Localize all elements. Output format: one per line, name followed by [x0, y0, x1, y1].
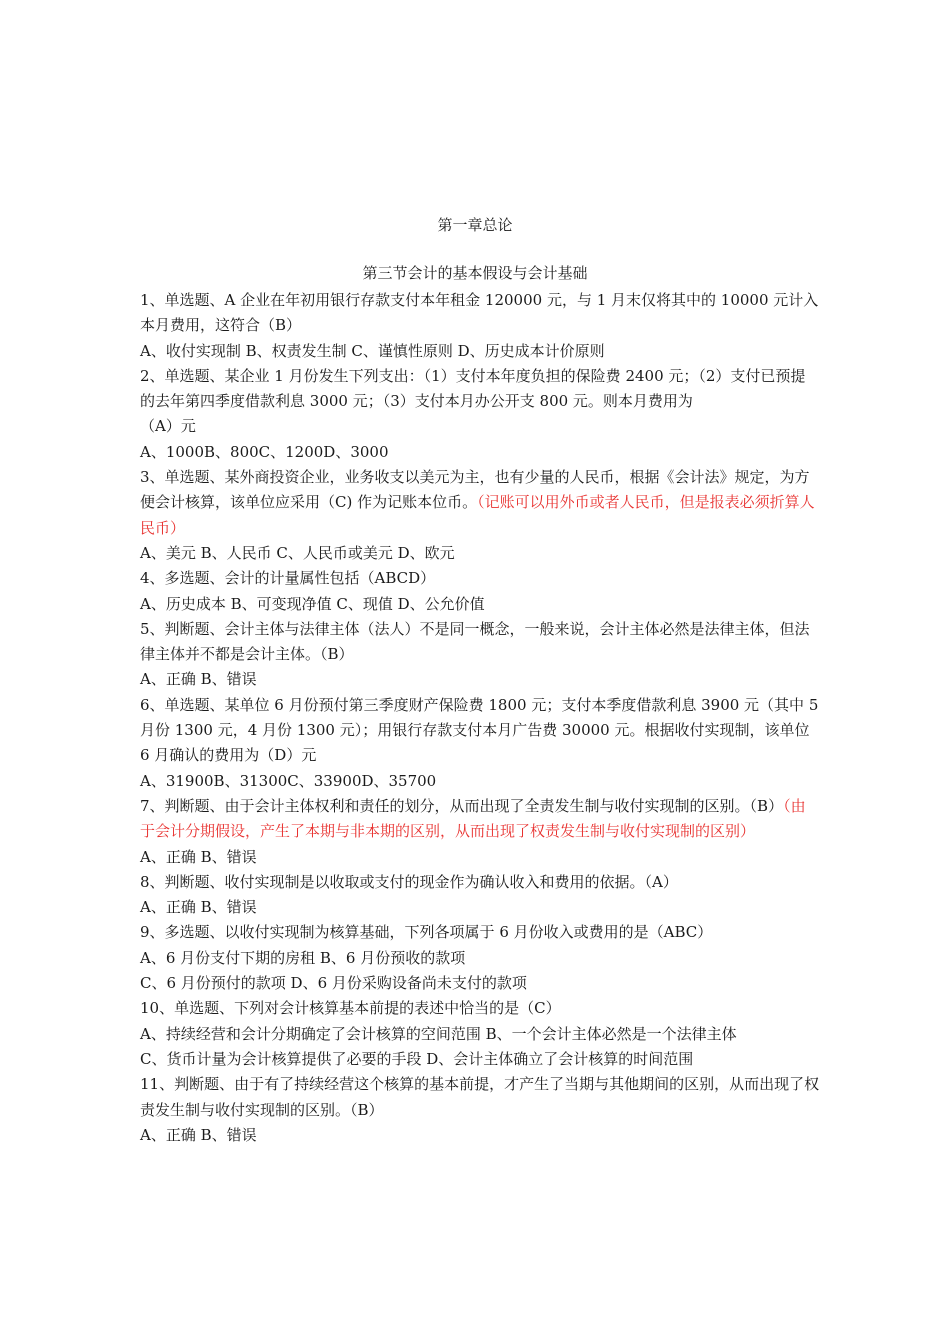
- question-1-options: A、收付实现制 B、权责发生制 C、谨慎性原则 D、历史成本计价原则: [140, 341, 605, 360]
- question-8-options: A、正确 B、错误: [140, 898, 257, 917]
- question-8: 8、判断题、收付实现制是以收取或支付的现金作为确认收入和费用的依据。（A）: [140, 872, 678, 891]
- question-7-note: （由于会计分期假设，产生了本期与非本期的区别，从而出现了权责发生制与收付实现制的区别）: [140, 796, 806, 841]
- question-5: 5、判断题、会计主体与法律主体（法人）不是同一概念，一般来说，会计主体必然是法律主体，但法律主体并不都是会计主体。（B）: [140, 619, 810, 664]
- section-title: 第三节会计的基本假设与会计基础: [362, 264, 588, 282]
- question-3-note: （记账可以用外币或者人民币，但是报表必须折算人民币）: [140, 493, 815, 537]
- question-9-options-ab: A、6 月份支付下期的房租 B、6 月份预收的款项: [140, 948, 466, 967]
- question-6: 6、单选题、某单位 6 月份预付第三季度财产保险费 1800 元；支付本季度借款利息 3900 元（其中 5 月份 1300 元，4 月份 1300 元）；用银行存款支付本月广告费 30000 元。根据收付实现制，该单位 6 月确认的费用为（D）元: [140, 695, 819, 765]
- question-2-answer: （A）元: [140, 417, 196, 436]
- question-9-options-cd: C、6 月份预付的款项 D、6 月份采购设备尚未支付的款项: [140, 974, 527, 993]
- question-9: 9、多选题、以收付实现制为核算基础，下列各项属于 6 月份收入或费用的是（ABC）: [140, 923, 713, 942]
- question-5-options: A、正确 B、错误: [140, 670, 257, 689]
- question-4: 4、多选题、会计的计量属性包括（ABCD）: [140, 569, 436, 588]
- question-2-options: A、1000B、800C、1200D、3000: [140, 442, 389, 461]
- question-list: [140, 288, 820, 1148]
- question-11-options: A、正确 B、错误: [140, 1125, 257, 1144]
- question-3-options: A、美元 B、人民币 C、人民币或美元 D、欧元: [140, 543, 455, 562]
- question-11: 11、判断题、由于有了持续经营这个核算的基本前提，才产生了当期与其他期间的区别，从而出现了权责发生制与收付实现制的区别。（B）: [140, 1075, 820, 1119]
- question-10: 10、单选题、下列对会计核算基本前提的表述中恰当的是（C）: [140, 999, 561, 1018]
- question-2: 2、单选题、某企业 1 月份发生下列支出：（1）支付本年度负担的保险费 2400 元；（2）支付已预提的去年第四季度借款利息 3000 元；（3）支付本月办公开支 800 元。则本月费用为: [140, 366, 806, 411]
- question-7: 7、判断题、由于会计主体权利和责任的划分，从而出现了全责发生制与收付实现制的区别。（B）（由于会计分期假设，产生了本期与非本期的区别，从而出现了权责发生制与收付实现制的区别）: [140, 796, 806, 841]
- question-4-options: A、历史成本 B、可变现净值 C、现值 D、公允价值: [140, 594, 485, 613]
- question-3: 3、单选题、某外商投资企业，业务收支以美元为主，也有少量的人民币，根据《会计法》规定，为方便会计核算，该单位应采用（C) 作为记账本位币。（记账可以用外币或者人民币，但是报表必须折算人民币）: [140, 468, 815, 537]
- question-10-options-cd: C、货币计量为会计核算提供了必要的手段 D、会计主体确立了会计核算的时间范围: [140, 1049, 694, 1068]
- question-7-options: A、正确 B、错误: [140, 847, 257, 866]
- chapter-title: 第一章总论: [437, 216, 513, 234]
- question-1: 1、单选题、A 企业在年初用银行存款支付本年租金 120000 元，与 1 月末仅将其中的 10000 元计入本月费用，这符合（B）: [140, 291, 819, 335]
- question-6-options: A、31900B、31300C、33900D、35700: [140, 771, 437, 790]
- question-10-options-ab: A、持续经营和会计分期确定了会计核算的空间范围 B、一个会计主体必然是一个法律主体: [140, 1024, 737, 1043]
